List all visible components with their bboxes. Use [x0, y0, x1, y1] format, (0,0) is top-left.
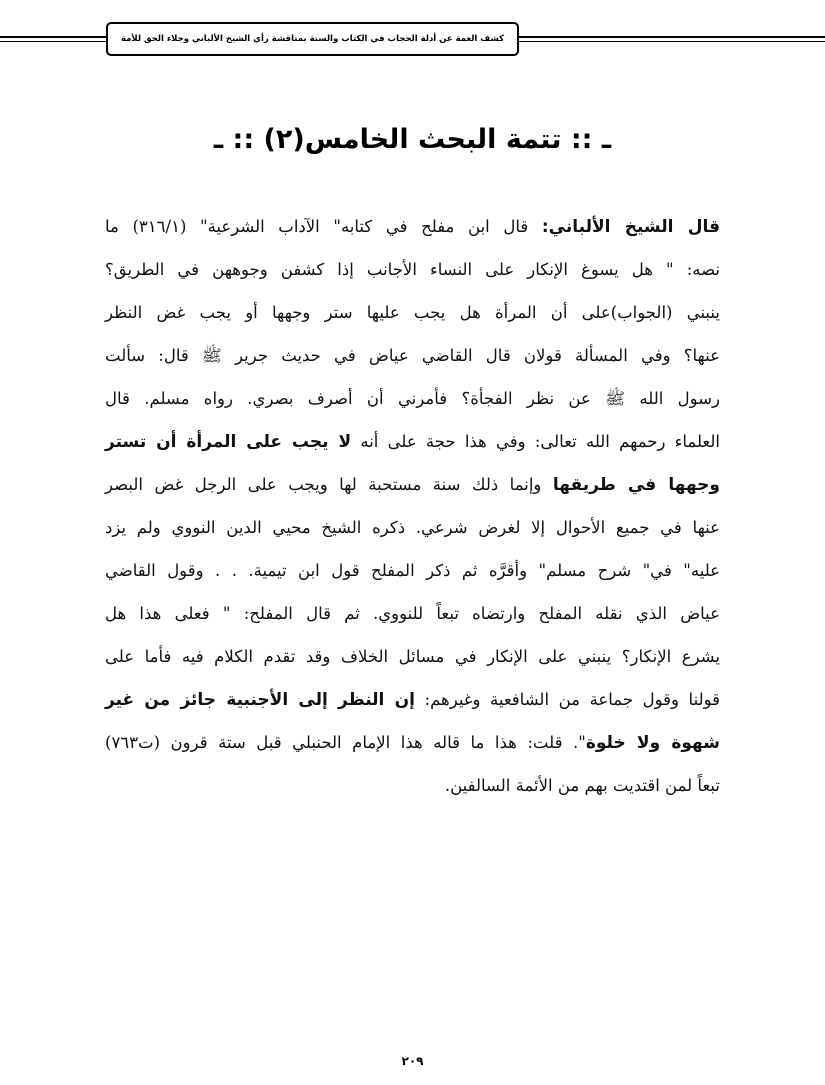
bold-text-run: وجهها في طريقها — [552, 475, 720, 495]
text-run: عياض الذي نقله المفلح وارتضاه تبعاً للنووي. ثم قال المفلح: " فعلى هذا هل — [105, 604, 720, 623]
text-line-7 — [105, 463, 720, 506]
text-line-14 — [105, 764, 720, 807]
text-run: عليه" في" شرح مسلم" وأقرَّه ثم ذكر المفلح قول ابن تيمية. . . وقول القاضي — [105, 561, 720, 580]
section-title: ـ :: تتمة البحث الخامس(٢) :: ـ — [213, 124, 612, 155]
bold-text-run: إن النظر إلى الأجنبية جائز من غير — [105, 690, 415, 710]
text-run: عنها؟ وفي المسألة قولان قال القاضي عياض في حديث جرير ﷺ قال: سألت — [105, 346, 720, 365]
text-run: نصه: " هل يسوغ الإنكار على النساء الأجانب إذا كشفن وجوههن في الطريق؟ — [105, 260, 720, 279]
text-line-8 — [105, 506, 720, 549]
speaker-label: قال الشيخ الألباني: — [541, 217, 720, 237]
text-run: يشرع الإنكار؟ ينبني على الإنكار في مسائل الخلاف وقد تقدم الكلام فيه فأما على — [105, 647, 720, 666]
header-rule-left — [0, 36, 108, 42]
text-run: وإنما ذلك سنة مستحبة لها ويجب على الرجل غض البصر — [105, 475, 553, 494]
text-line-6 — [105, 420, 720, 463]
text-run: تبعاً لمن اقتديت بهم من الأئمة السالفين. — [444, 776, 720, 795]
text-line-3 — [105, 291, 720, 334]
running-header — [106, 22, 519, 56]
text-line-2 — [105, 248, 720, 291]
bold-text-run: لا يجب على المرأة أن تستر — [105, 432, 352, 452]
text-line-5 — [105, 377, 720, 420]
text-line-9 — [105, 549, 720, 592]
text-run: ينبني (الجواب)على أن المرأة هل يجب عليها ستر وجهها أو يجب غض النظر — [105, 303, 720, 322]
book-title: كشف الغمة عن أدلة الحجاب في الكتاب والسنة بمناقشة رأي الشيخ الألباني وجلاء الحق للأمة — [120, 34, 505, 44]
bold-text-run: شهوة ولا خلوة — [585, 733, 720, 753]
header-rule-right — [519, 36, 825, 42]
body-text — [105, 205, 720, 807]
text-line-10 — [105, 592, 720, 635]
text-run: العلماء رحمهم الله تعالى: وفي هذا حجة على أنه — [351, 432, 720, 451]
text-run: ". قلت: هذا ما قاله هذا الإمام الحنبلي قبل ستة قرون (ت٧٦٣) — [105, 733, 586, 752]
page-number: ٢٠٩ — [401, 1054, 424, 1068]
text-line-13 — [105, 721, 720, 764]
text-run: عنها في جميع الأحوال إلا لغرض شرعي. ذكره الشيخ محيي الدين النووي ولم يزد — [105, 518, 720, 537]
text-run: قولنا وقول جماعة من الشافعية وغيرهم: — [414, 690, 721, 709]
text-line-12 — [105, 678, 720, 721]
text-line-1 — [105, 205, 720, 248]
text-run: قال ابن مفلح في كتابه" الآداب الشرعية" (٣١٦/١) ما — [105, 217, 542, 236]
text-line-11 — [105, 635, 720, 678]
text-line-4 — [105, 334, 720, 377]
text-run: رسول الله ﷺ عن نظر الفجأة؟ فأمرني أن أصرف بصري. رواه مسلم. قال — [105, 389, 720, 408]
